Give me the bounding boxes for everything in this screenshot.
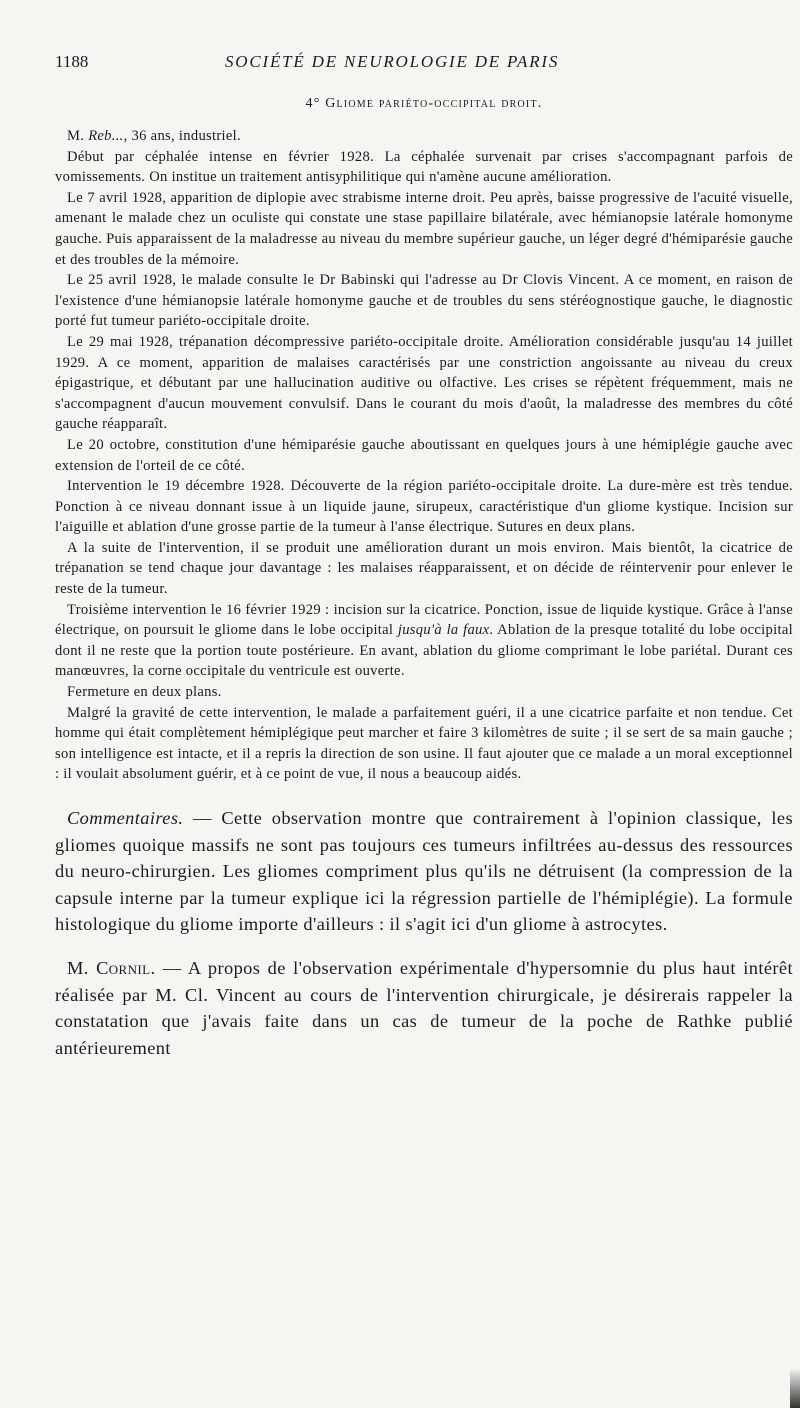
case-paragraph: Le 29 mai 1928, trépanation décompressive pariéto-occipitale droite. Amélioration considérable jusqu'au 14 juillet 1929. A ce moment, apparition de malaises caractérisés par une constriction angoissante au niveau du creux épigastrique, et débutant par une hallucination auditive ou olfactive. Les crises se répètent fréquemment, mais ne s'accompagnent d'aucun mouvement convulsif. Dans le courant du mois d'août, la maladresse des membres du côté gauche réapparaît.	[55, 333, 793, 433]
third-op-text-end: . Ablation de la presque totalité du lobe occipital dont il ne reste que la portion toute postérieure. En avant, ablation du gliome comprimant le lobe pariétal. Durant ces manœuvres, la corne occipitale du ventricule est ouverte.	[55, 622, 793, 680]
commentary-section	[55, 805, 793, 1061]
third-intervention-paragraph	[55, 600, 793, 682]
section-title: 4° Gliome pariéto-occipital droit.	[305, 96, 543, 111]
discussion-text: . — A propos de l'observation expérimentale d'hypersomnie du plus haut intérêt réalisée par M. Cl. Vincent au cours de l'intervention chirurgicale, je désirerais rappeler la constatation que j'avais faite dans un cas de tumeur de la poche de Rathke publié antérieurement	[55, 957, 793, 1058]
discussion-paragraph	[55, 955, 793, 1061]
case-paragraph: Le 25 avril 1928, le malade consulte le Dr Babinski qui l'adresse au Dr Clovis Vincent. A ce moment, en raison de l'existence d'une hémianopsie latérale homonyme gauche et de troubles du sens stéréognostique gauche, le diagnostic porté fut tumeur pariéto-occipitale droite.	[55, 272, 793, 330]
case-paragraph: Malgré la gravité de cette intervention, le malade a parfaitement guéri, il a une cicatrice parfaite et non tendue. Cet homme qui était complètement hémiplégique peut marcher et faire 3 kilomètres de suite ; il se sert de sa main gauche ; son intelligence est intacte, et il a repris la direction de son usine. Il faut ajouter que ce malade a un moral exceptionnel : il voulait absolument guérir, et à ce point de vue, il nous a beaucoup aidés.	[55, 704, 793, 783]
patient-line: M. Reb..., 36 ans, industriel.	[67, 128, 241, 144]
running-head: SOCIÉTÉ DE NEUROLOGIE DE PARIS	[225, 52, 560, 71]
commentary-text: — Cette observation montre que contrairement à l'opinion classique, les gliomes quoique massifs ne sont pas toujours ces tumeurs infiltrées au-dessus des ressources du neuro-chirurgien. Les gliomes compriment plus qu'ils ne détruisent (la compression de la capsule interne par la tumeur explique ici la régression partielle de l'hémiplégie). La formule histologique du gliome importe d'ailleurs : il s'agit ici d'un gliome à astrocytes.	[55, 808, 793, 935]
case-paragraph: Le 20 octobre, constitution d'une hémiparésie gauche aboutissant en quelques jours à une hémiplégie gauche avec extension de l'orteil de ce côté.	[55, 436, 793, 474]
case-paragraph: Le 7 avril 1928, apparition de diplopie avec strabisme interne droit. Peu après, baisse progressive de l'acuité visuelle, amenant le malade chez un oculiste qui constate une stase papillaire bilatérale, avec hémianopsie latérale homonyme gauche. Puis apparaissent de la maladresse au niveau du membre supérieur gauche, un léger degré d'hémiparésie gauche et des troubles de la mémoire.	[55, 189, 793, 268]
patient-name: Reb...	[88, 128, 124, 144]
case-paragraph: Intervention le 19 décembre 1928. Découverte de la région pariéto-occipitale droite. La dure-mère est très tendue. Ponction à ce niveau donnant issue à un liquide jaune, sirupeux, caractéristique d'un gliome kystique. Incision sur l'aiguille et ablation d'une grosse partie de la tumeur à l'anse électrique. Sutures en deux plans.	[55, 478, 793, 536]
page-number: 1188	[55, 52, 89, 71]
case-paragraph: A la suite de l'intervention, il se produit une amélioration durant un mois environ. Mais bientôt, la cicatrice de trépanation se tend chaque jour davantage : les malaises réapparaissent, et on décide de réintervenir pour enlever le reste de la tumeur.	[55, 539, 793, 598]
patient-details: , 36 ans, industriel.	[123, 128, 241, 144]
commentary-label: Commentaires.	[67, 808, 184, 828]
speaker-name: Cornil	[96, 957, 151, 978]
third-op-italic: jusqu'à la faux	[397, 622, 490, 639]
scan-edge-mark	[790, 1368, 800, 1408]
case-report	[55, 126, 793, 785]
case-paragraph: Début par céphalée intense en février 1928. La céphalée survenait par crises s'accompagnant parfois de vomissements. On institue un traitement antisyphilitique qui n'amène aucune amélioration.	[55, 148, 793, 186]
page-header	[55, 52, 793, 78]
document-page	[55, 52, 793, 1061]
commentary-paragraph	[55, 805, 793, 938]
case-paragraph: Fermeture en deux plans.	[67, 684, 222, 701]
speaker-prefix: M.	[67, 957, 97, 978]
third-op-text: Troisième intervention le 16 février 1929 : incision sur la cicatrice. Ponction, issue de liquide kystique. Grâce à l'anse électrique, on poursuit le gliome dans le lobe occipital	[55, 601, 793, 639]
